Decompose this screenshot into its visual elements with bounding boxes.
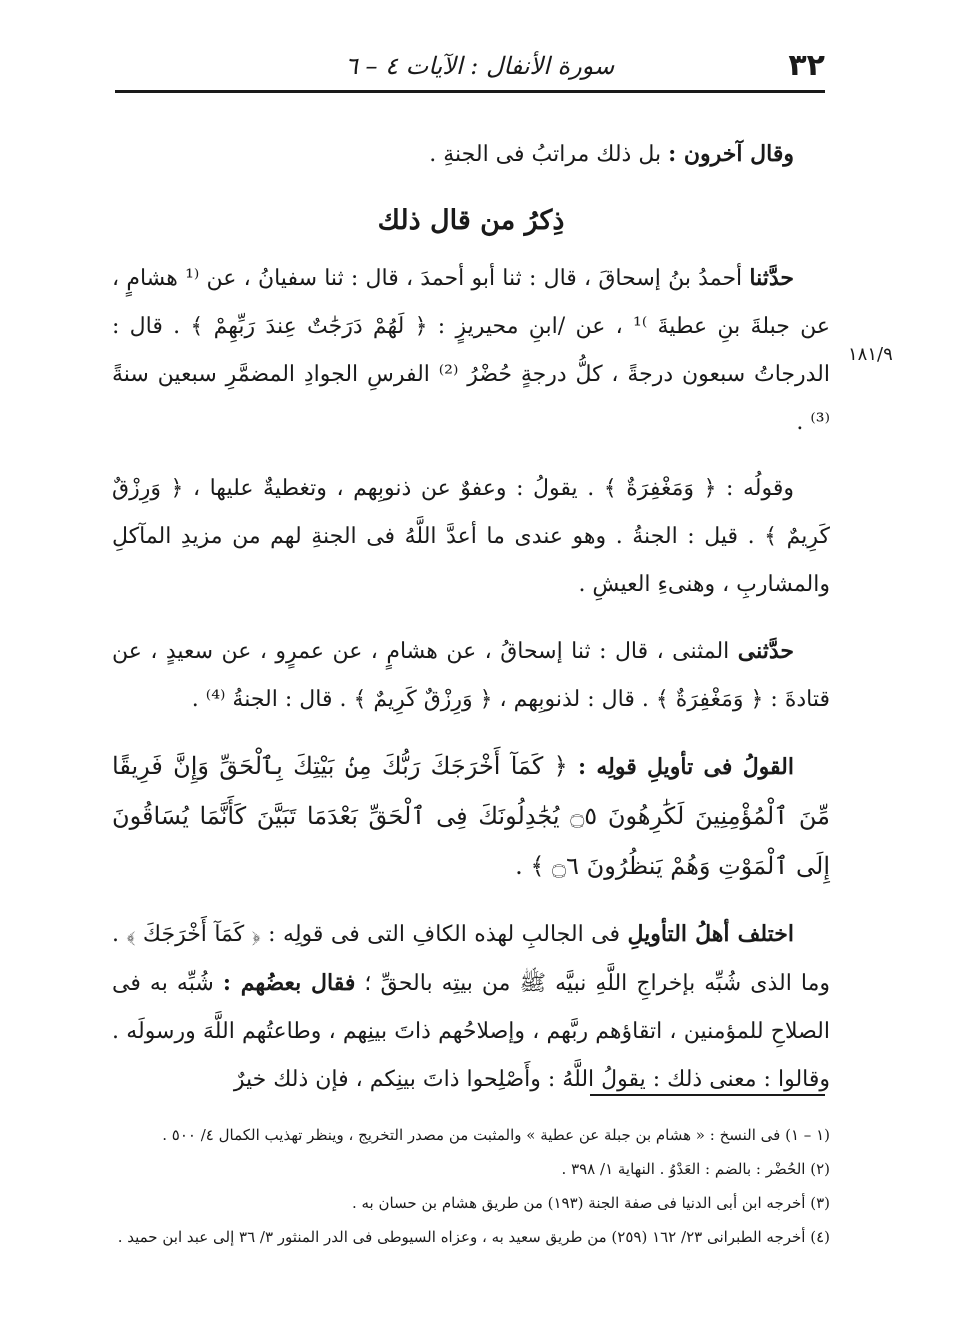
footnote-1: (١ – ١) فى النسخ : « هشام بن جبلة عن عطية » والمثبت من مصدر التخريج ، وينظر تهذيب الكمال ٤/ ٥٠٠ .	[162, 1126, 830, 1144]
paragraph-4-lead: حدَّثنى	[737, 638, 794, 664]
quran-verse: ﴿ كَمَآ أَخْرَجَكَ رَبُّكَ مِنۢ بَيْتِكَ بِٱلْحَقِّ وَإِنَّ فَرِيقًا مِّنَ ٱلْمُؤْمِنِينَ لَكَٰرِهُونَ ۝٥ يُجَٰدِلُونَكَ فِى ٱلْحَقِّ بَعْدَمَا تَبَيَّنَ كَأَنَّمَا يُسَاقُونَ إِلَى ٱلْمَوْتِ وَهُمْ يَنظُرُونَ ۝٦ ﴾ .	[112, 752, 830, 880]
footnote-2: (٢) الحُضْر : بالضم : العَدْوُ . النهاية ١/ ٣٩٨ .	[561, 1160, 830, 1178]
paragraph-1-text: بل ذلك مراتبُ فى الجنةِ .	[429, 142, 669, 167]
paragraph-5-lead: القولُ فى تأويلِ قولِه :	[577, 754, 794, 780]
footnote-divider	[590, 1094, 825, 1096]
paragraph-6	[112, 910, 830, 1104]
footnote-4: (٤) أخرجه الطبرانى ٢٣/ ١٦٢ (٢٥٩) من طريق سعيد به ، وعزاه السيوطى فى الدر المنثور ٣/ ٣٦ إلى عبد ابن حميد .	[117, 1228, 830, 1246]
paragraph-4-text: المثنى ، قال : ثنا إسحاقُ ، عن هشامٍ ، عن عمرٍو ، عن سعيدٍ ، عن قتادةَ : ﴿ وَمَغْفِرَةٌ ﴾ . قال : لذنوبِهم ، ﴿ وَرِزْقٌ كَرِيمٌ ﴾ . قال : الجنةُ ⁽⁴⁾ .	[112, 639, 830, 712]
paragraph-6-text-1: فى الجالبِ لهذه الكافِ التى فى قولِه : ﴿ كَمَآ أَخْرَجَكَ ﴾ . وما الذى شُبِّه بإخراجِ اللَّهِ نبيَّه ﷺ من بيتِه بالحقِّ ؛	[112, 922, 830, 996]
footnote-3: (٣) أخرجه ابن أبى الدنيا فى صفة الجنة (١٩٣) من طريق هشام بن حسان به .	[351, 1194, 830, 1212]
paragraph-5	[112, 742, 830, 892]
margin-reference: ١٨١/٩	[848, 344, 893, 365]
section-heading: ذِكرُ من قال ذلك	[377, 205, 565, 236]
paragraph-3: وقولُه : ﴿ وَمَغْفِرَةٌ ﴾ . يقولُ : وعفوٌ عن ذنوبِهم ، وتغطيةٌ عليها ، ﴿ وَرِزْقٌ كَرِيمٌ ﴾ . قيل : الجنةُ . وهو عندى ما أعدَّ اللَّهُ فى الجنةِ لهم من مزيدِ المآكلِ والمشاربِ ، وهنىءِ العيشِ .	[112, 476, 830, 597]
page-number: ٣٢	[788, 48, 825, 83]
paragraph-2-text: أحمدُ بنُ إسحاقَ ، قال : ثنا أبو أحمدَ ، قال : ثنا سفيانُ ، عن ⁽¹ هشامٍ ، عن جبلةَ بنِ عطيةَ ⁾¹ ، عن /ابنِ محيريزٍ : ﴿ لَهُمْ دَرَجَٰتٌ عِندَ رَبِّهِمْ ﴾ . قال : الدرجاتُ سبعون درجةً ، كلُّ درجةٍ حُضْرُ ⁽²⁾ الفرسِ الجوادِ المضمَّرِ سبعين سنةً ⁽³⁾ .	[112, 266, 830, 435]
main-text	[112, 130, 830, 1104]
paragraph-6-lead: اختلف أهلُ التأويلِ	[627, 921, 795, 947]
page-header	[115, 40, 825, 93]
paragraph-6-lead-2: فقال بعضُهم :	[222, 970, 356, 996]
footnotes	[112, 1118, 830, 1254]
paragraph-1	[112, 130, 830, 179]
running-title: سورة الأنفال : الآيات ٤ – ٦	[345, 52, 615, 80]
paragraph-2-lead: حدَّثنا	[749, 265, 794, 291]
paragraph-1-lead: وقال آخرون :	[668, 141, 794, 167]
paragraph-6-text-2: شُبِّه به فى الصلاحِ للمؤمنين ، اتقاؤهم ربَّهم ، وإصلاحُهم ذاتَ بينِهم ، وطاعتُهم اللَّهَ ورسولَه . وقالوا : معنى ذلك : يقولُ اللَّهُ : وأَصْلِحوا ذاتَ بينِكم ، فإن ذلك خيرٌ	[112, 971, 830, 1092]
paragraph-2	[112, 254, 830, 447]
paragraph-4	[112, 627, 830, 724]
